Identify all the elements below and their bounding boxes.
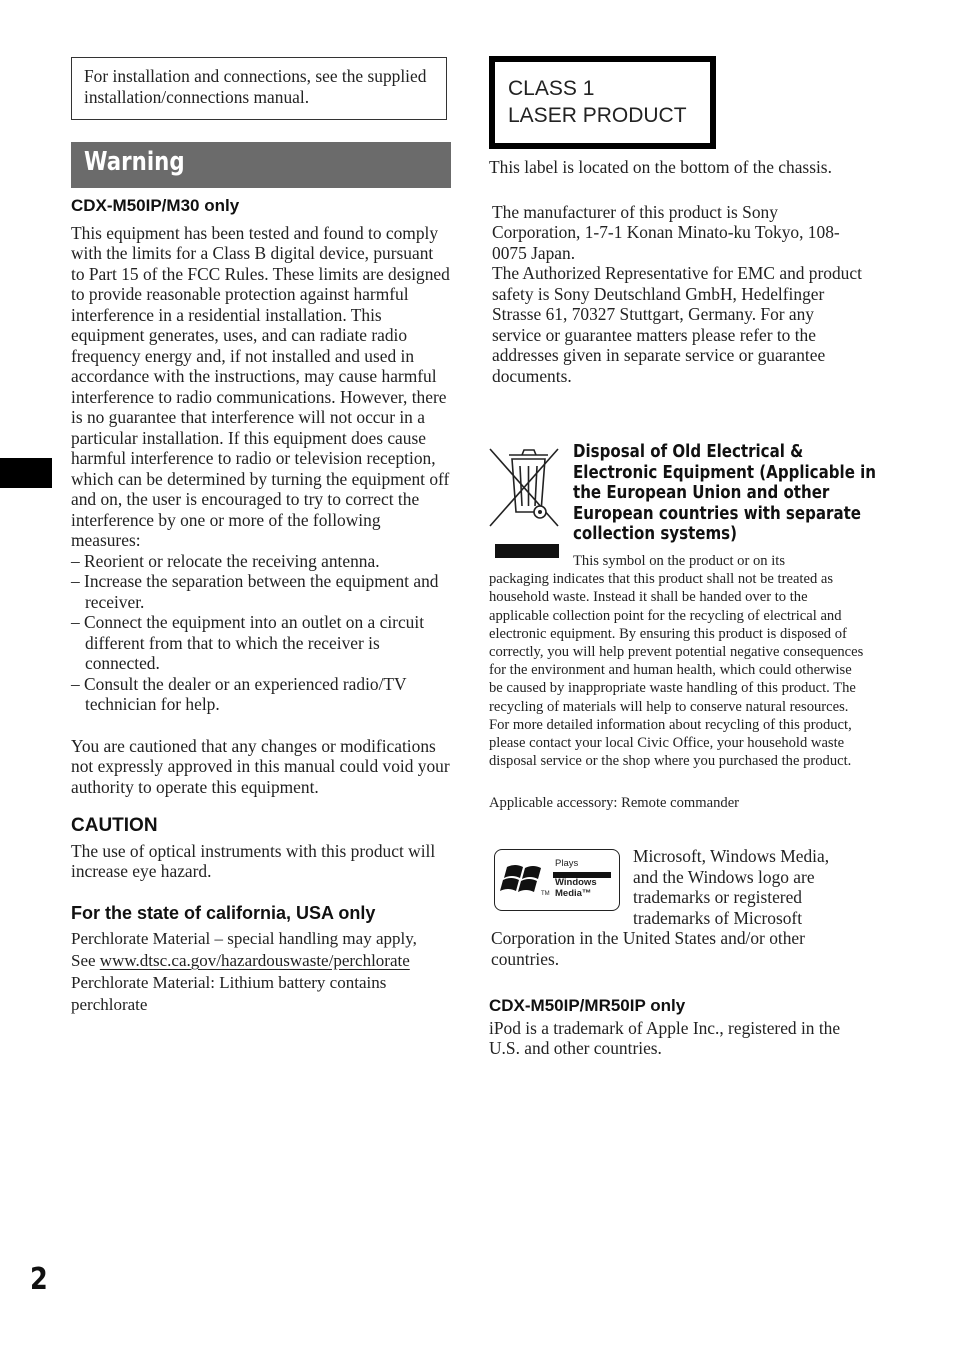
disposal-heading: Disposal of Old Electrical & Electronic Equipment (Applicable in the European Union and other European countries with separate collection systems): [573, 442, 877, 544]
laser-product-label: [489, 56, 716, 149]
perchlorate-battery: Perchlorate Material: Lithium battery contains perchlorate: [71, 973, 387, 1014]
disposal-body-text: packaging indicates that this product shall not be treated as household waste. Instead it shall be handed over to the applicable collection point for the recycling of electrical and electronic equipment. By ensuring this product is disposed of correctly, you will help prevent potential negative consequences for the environment and human health, which could otherwise be caused by inappropriate waste handling of this product. The recycling of materials will help to conserve natural resources. For more detailed information about recycling of this product, please contact your local Civic Office, your household waste disposal service or the shop where you purchased the product.: [489, 571, 864, 770]
logo-plays: Plays: [555, 858, 579, 869]
disposal-body-first-line: This symbol on the product or on its: [573, 553, 786, 569]
logo-media: Media™: [555, 888, 592, 899]
ipod-heading: CDX-M50IP/MR50IP only: [489, 996, 686, 1015]
logo-tm: TM: [541, 891, 550, 897]
accessory-note: Applicable accessory: Remote commander: [489, 795, 740, 811]
page-number: 2: [30, 1262, 48, 1297]
laser-class-line: CLASS 1: [508, 77, 595, 100]
ipod-section: [489, 996, 864, 1059]
right-column: [489, 157, 864, 386]
california-heading: For the state of california, USA only: [71, 902, 376, 923]
list-item: – Connect the equipment into an outlet on a circuit different from that to which the receiver is connected.: [71, 612, 425, 673]
measures-list: [71, 551, 451, 715]
warning-title: Warning: [84, 147, 185, 177]
trademark-line: Microsoft, Windows Media,: [633, 846, 830, 866]
trademark-line: trademarks or registered: [633, 887, 802, 907]
trademark-line: and the Windows logo are: [633, 866, 815, 887]
crossed-out-bin-icon: [489, 446, 559, 559]
list-item: – Increase the separation between the equipment and receiver.: [71, 571, 439, 612]
manufacturer-info: The manufacturer of this product is Sony Corporation, 1-7-1 Konan Minato-ku Tokyo, 108-0075 Japan.: [492, 201, 840, 263]
left-column: [71, 196, 451, 1016]
list-item: – Reorient or relocate the receiving antenna.: [71, 550, 380, 571]
perchlorate-notice: [71, 928, 451, 1016]
fcc-heading: CDX-M50IP/M30 only: [71, 196, 240, 215]
installation-note-box: [71, 57, 447, 120]
laser-product-line: LASER PRODUCT: [508, 104, 687, 127]
caution-heading: CAUTION: [71, 815, 158, 836]
ipod-trademark: iPod is a trademark of Apple Inc., registered in the U.S. and other countries.: [489, 1017, 841, 1058]
trademark-rest: Corporation in the United States and/or other countries.: [491, 928, 805, 969]
list-item: – Consult the dealer or an experienced radio/TV technician for help.: [71, 673, 407, 714]
section-tab-marker: [0, 458, 52, 488]
representative-info: The Authorized Representative for EMC and product safety is Sony Deutschland GmbH, Hedelfinger Strasse 61, 70327 Stuttgart, Germany. For any service or guarantee matters please refer to the addresses given in separate service or guarantee documents.: [492, 263, 862, 386]
fcc-paragraph: This equipment has been tested and found to comply with the limits for a Class B digital device, pursuant to Part 15 of the FCC Rules. These limits are designed to provide reasonable protection against harmful interference in a residential installation. This equipment generates, uses, and can radiate radio frequency energy and, if not installed and used in accordance with the instructions, may cause harmful interference to radio communications. However, there is no guarantee that interference will not occur in a particular installation. If this equipment does cause harmful interference to radio or television reception, which can be determined by turning the equipment off and on, the user is encouraged to try to correct the interference by one or more of the following measures:: [71, 222, 450, 550]
modification-note: You are cautioned that any changes or modifications not expressly approved in this manual could void your authority to operate this equipment.: [71, 735, 450, 797]
caution-text: The use of optical instruments with this product will increase eye hazard.: [71, 840, 436, 881]
installation-note: For installation and connections, see the supplied installation/connections manual.: [84, 66, 427, 107]
label-location: This label is located on the bottom of the chassis.: [489, 157, 832, 177]
trademark-line: trademarks of Microsoft: [633, 907, 803, 928]
perchlorate-line: Perchlorate Material – special handling may apply,: [71, 929, 417, 948]
trademark-notice: [491, 846, 863, 969]
perchlorate-link[interactable]: www.dtsc.ca.gov/hazardouswaste/perchlorate: [99, 951, 410, 970]
perchlorate-see: See: [71, 951, 100, 970]
warning-banner: [71, 142, 451, 188]
logo-windows: Windows: [555, 877, 597, 888]
disposal-body: [489, 552, 864, 770]
